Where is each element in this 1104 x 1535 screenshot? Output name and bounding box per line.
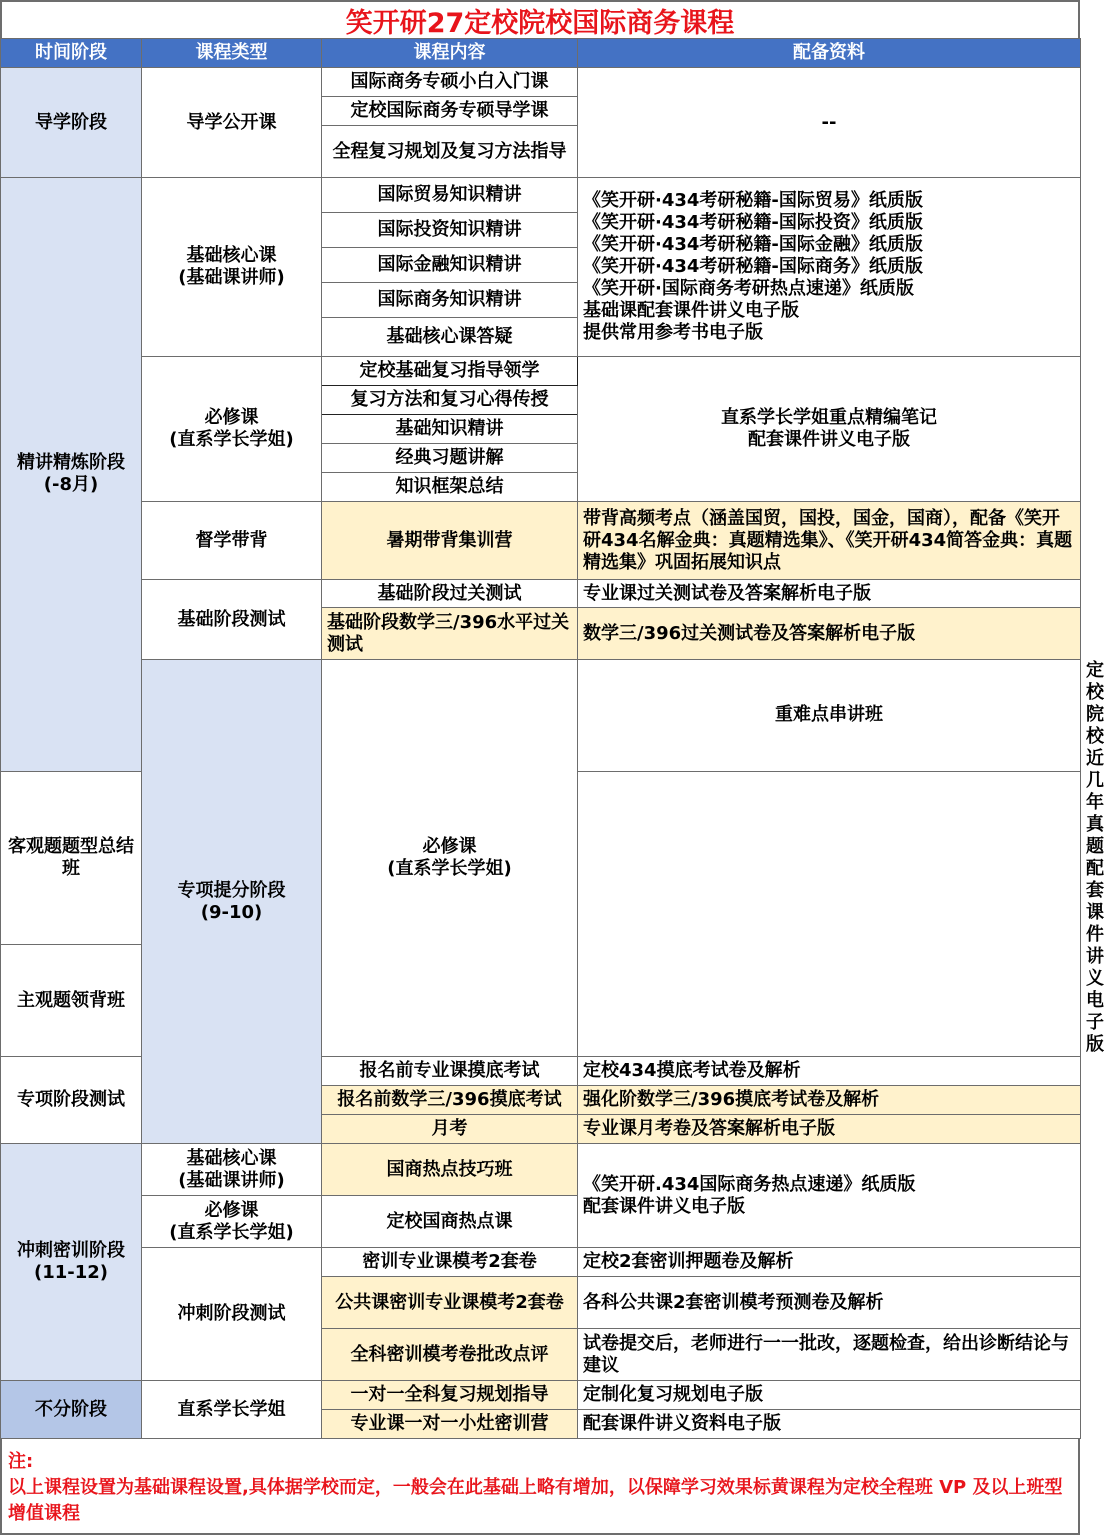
content-cell: 国际贸易知识精讲 xyxy=(322,178,578,213)
content-cell: 密训专业课模考2套卷 xyxy=(322,1248,578,1277)
materials-line: 《笑开研·国际商务考研热点速递》纸质版 xyxy=(583,278,914,299)
header-row xyxy=(1,39,1081,68)
type-cell: 直系学长学姐 xyxy=(142,1381,322,1439)
content-cell: 知识框架总结 xyxy=(322,473,578,502)
stage-cell xyxy=(142,660,322,1144)
type-cell: 督学带背 xyxy=(142,502,322,580)
type-name: 必修课 xyxy=(204,407,259,428)
type-mentor: (直系学长学姐) xyxy=(169,429,294,450)
page-title: 笑开研27定校院校国际商务课程 xyxy=(0,0,1080,38)
content-cell: 国际投资知识精讲 xyxy=(322,213,578,248)
materials-line: 提供常用参考书电子版 xyxy=(583,322,763,343)
header-materials: 配备资料 xyxy=(578,39,1081,68)
materials-cell-highlighted: 专业课月考卷及答案解析电子版 xyxy=(578,1115,1081,1144)
type-cell xyxy=(142,1144,322,1196)
materials-cell: 专业课过关测试卷及答案解析电子版 xyxy=(578,580,1081,608)
content-cell-highlighted: 公共课密训专业课模考2套卷 xyxy=(322,1277,578,1329)
header-stage: 时间阶段 xyxy=(1,39,142,68)
type-mentor: (直系学长学姐) xyxy=(169,1221,294,1243)
content-cell: 定校国际商务专硕导学课 xyxy=(322,97,578,126)
content-cell: 全程复习规划及复习方法指导 xyxy=(322,126,578,178)
materials-cell: 定校2套密训押题卷及解析 xyxy=(578,1248,1081,1277)
content-cell: 国际金融知识精讲 xyxy=(322,248,578,283)
content-cell: 经典习题讲解 xyxy=(322,444,578,473)
materials-line: 基础课配套课件讲义电子版 xyxy=(583,300,799,321)
type-name: 基础核心课 xyxy=(186,1147,277,1169)
stage-name: 专项提分阶段 xyxy=(177,879,286,901)
content-cell-highlighted: 暑期带背集训营 xyxy=(322,502,578,580)
materials-cell: -- xyxy=(578,68,1081,178)
content-cell: 基础核心课答疑 xyxy=(322,318,578,357)
type-cell: 专项阶段测试 xyxy=(1,1057,142,1144)
type-cell xyxy=(322,660,578,1057)
type-cell xyxy=(142,1196,322,1248)
stage-period: (9-10) xyxy=(200,901,263,923)
stage-cell: 不分阶段 xyxy=(1,1381,142,1439)
type-cell xyxy=(142,178,322,357)
type-cell: 导学公开课 xyxy=(142,68,322,178)
materials-cell xyxy=(578,178,1081,357)
materials-cell-highlighted: 带背高频考点（涵盖国贸，国投，国金，国商），配备《笑开研434名解金典：真题精选集》、《笑开研434简答金典：真题精选集》巩固拓展知识点 xyxy=(578,502,1081,580)
content-cell-highlighted: 国商热点技巧班 xyxy=(322,1144,578,1196)
content-cell: 基础知识精讲 xyxy=(322,415,578,444)
materials-cell-highlighted: 强化阶数学三/396摸底考试卷及解析 xyxy=(578,1086,1081,1115)
type-cell: 冲刺阶段测试 xyxy=(142,1248,322,1381)
materials-cell: 配套课件讲义资料电子版 xyxy=(578,1410,1081,1439)
content-cell: 复习方法和复习心得传授 xyxy=(322,386,578,415)
type-name: 基础核心课 xyxy=(186,245,277,266)
materials-line: 直系学长学姐重点精编笔记 xyxy=(721,407,937,428)
materials-cell: 试卷提交后，老师进行一一批改，逐题检查，给出诊断结论与建议 xyxy=(578,1329,1081,1381)
type-teacher: (基础课讲师) xyxy=(178,267,285,288)
materials-cell: 定校434摸底考试卷及解析 xyxy=(578,1057,1081,1086)
type-cell: 基础阶段测试 xyxy=(142,580,322,660)
content-cell-highlighted: 全科密训模考卷批改点评 xyxy=(322,1329,578,1381)
materials-cell xyxy=(578,357,1081,502)
stage-period: (11-12) xyxy=(33,1262,109,1283)
content-cell-highlighted: 基础阶段数学三/396水平过关测试 xyxy=(322,608,578,660)
footnote-label: 注: xyxy=(8,1451,34,1472)
content-cell-highlighted: 月考 xyxy=(322,1115,578,1144)
stage-name: 冲刺密训阶段 xyxy=(17,1240,125,1261)
materials-line: 《笑开研·434考研秘籍-国际金融》纸质版 xyxy=(583,234,923,255)
content-cell-highlighted: 专业课一对一小灶密训营 xyxy=(322,1410,578,1439)
materials-cell: 定制化复习规划电子版 xyxy=(578,1381,1081,1410)
content-cell: 客观题题型总结班 xyxy=(1,771,142,944)
materials-line: 配套课件讲义电子版 xyxy=(748,429,910,450)
type-cell xyxy=(142,357,322,502)
stage-cell xyxy=(1,1144,142,1381)
stage-cell xyxy=(1,178,142,772)
header-type: 课程类型 xyxy=(142,39,322,68)
course-table: 时间阶段 课程类型 课程内容 配备资料 导学阶段 导学公开课 国际商务专硕小白入门课 -- 定校国际商务专硕导学课 全程复习规划及复习方法指导 精讲精炼阶段 (-8月) 基础核心课 (基础课讲师) 国际贸易知识精讲 《笑开研·434考研秘籍-国际贸易》纸质版 《笑开研·434考研秘籍-国际投资》纸质版 《笑开研·434考研秘籍-国际金融》纸质版 《笑开研·434考研秘籍-国际商务》纸质版 《笑开研·国际商务考研热点速递》纸质版 基础课配套课件讲义电子版 提供常用参考书电子版 国际投资知识精讲 国际金融知识精讲 国际商务知识精讲 基础核心课答疑 必修课 (直系学长学姐) 定校基础复习指导领学 直系学长学姐重点精编笔记 配套课件讲义电子版 复习方法和复习心得传授 基础知识精讲 经典习题讲解 知识框架总结 督学带背 暑期带背集训营 带背高频考点（涵盖国贸，国投，国金，国商），配备《笑开研434名解金典：真题精选集》、《笑开研434简答金典：真题精选集》巩固拓展知识点 基础阶段测试 基础阶段过关测试 专业课过关测试卷及答案解析电子版 基础阶段数学三/396水平过关测试 数学三/396过关测试卷及答案解析电子版 专项提分阶段 (9-10) 必修课 (直系学长学姐) 重难点串讲班 定校院校近几年真题 配套课件讲义电子版 客观题题型总结班 主观题领背班 专项阶段测试 报名前专业课摸底考试 定校434摸底考试卷及解析 报名前数学三/396摸底考试 强化阶数学三/396摸底考试卷及解析 月考 专业课月考卷及答案解析电子版 冲刺密训阶段 (11-12) 基础核心课 (基础课讲师) 国商热点技巧班 《笑开研.434国际商务热点速递》纸质版 配套课件讲义电子版 必修课 (直系学长学姐) 定校国商热点课 冲刺阶段测试 密训专业课模考2套卷 定校2套密训押题卷及解析 公共课密训专业课模考2套卷 各科公共课2套密训模考预测卷及解析 全科密训模考卷批改点评 试卷提交后，老师进行一一批改，逐题检查，给出诊断结论与建议 不分阶段 直系学长学姐 一对一全科复习规划指导 定制化复习规划电子版 专业课一对一小灶密训营 配套课件讲义资料电子版 xyxy=(0,38,1081,1439)
stage-cell: 导学阶段 xyxy=(1,68,142,178)
content-cell-highlighted: 一对一全科复习规划指导 xyxy=(322,1381,578,1410)
materials-line: 《笑开研·434考研秘籍-国际投资》纸质版 xyxy=(583,212,923,233)
materials-cell xyxy=(578,1144,1081,1248)
type-name: 必修课 xyxy=(204,1199,259,1221)
content-cell: 基础阶段过关测试 xyxy=(322,580,578,608)
type-teacher: (基础课讲师) xyxy=(178,1169,285,1191)
materials-line: 配套课件讲义电子版 xyxy=(583,1195,745,1217)
type-mentor: (直系学长学姐) xyxy=(387,858,512,879)
materials-cell: 各科公共课2套密训模考预测卷及解析 xyxy=(578,1277,1081,1329)
content-cell: 报名前专业课摸底考试 xyxy=(322,1057,578,1086)
content-cell: 国际商务专硕小白入门课 xyxy=(322,68,578,97)
content-cell: 定校国商热点课 xyxy=(322,1196,578,1248)
materials-line: 《笑开研.434国际商务热点速递》纸质版 xyxy=(583,1173,916,1195)
content-cell: 重难点串讲班 xyxy=(578,660,1081,772)
content-cell-highlighted: 报名前数学三/396摸底考试 xyxy=(322,1086,578,1115)
stage-period: (-8月) xyxy=(43,474,99,496)
materials-cell-highlighted: 数学三/396过关测试卷及答案解析电子版 xyxy=(578,608,1081,660)
content-cell: 主观题领背班 xyxy=(1,945,142,1057)
footnote xyxy=(0,1439,1080,1535)
content-cell: 国际商务知识精讲 xyxy=(322,283,578,318)
stage-name: 精讲精炼阶段 xyxy=(17,452,125,474)
materials-line: 《笑开研·434考研秘籍-国际商务》纸质版 xyxy=(583,256,923,277)
type-name: 必修课 xyxy=(422,836,477,857)
header-content: 课程内容 xyxy=(322,39,578,68)
footnote-text: 以上课程设置为基础课程设置,具体据学校而定，一般会在此基础上略有增加，以保障学习效果标黄课程为定校全程班 VP 及以上班型增值课程 xyxy=(8,1477,1063,1524)
materials-line: 《笑开研·434考研秘籍-国际贸易》纸质版 xyxy=(583,190,923,211)
content-cell: 定校基础复习指导领学 xyxy=(322,357,578,386)
